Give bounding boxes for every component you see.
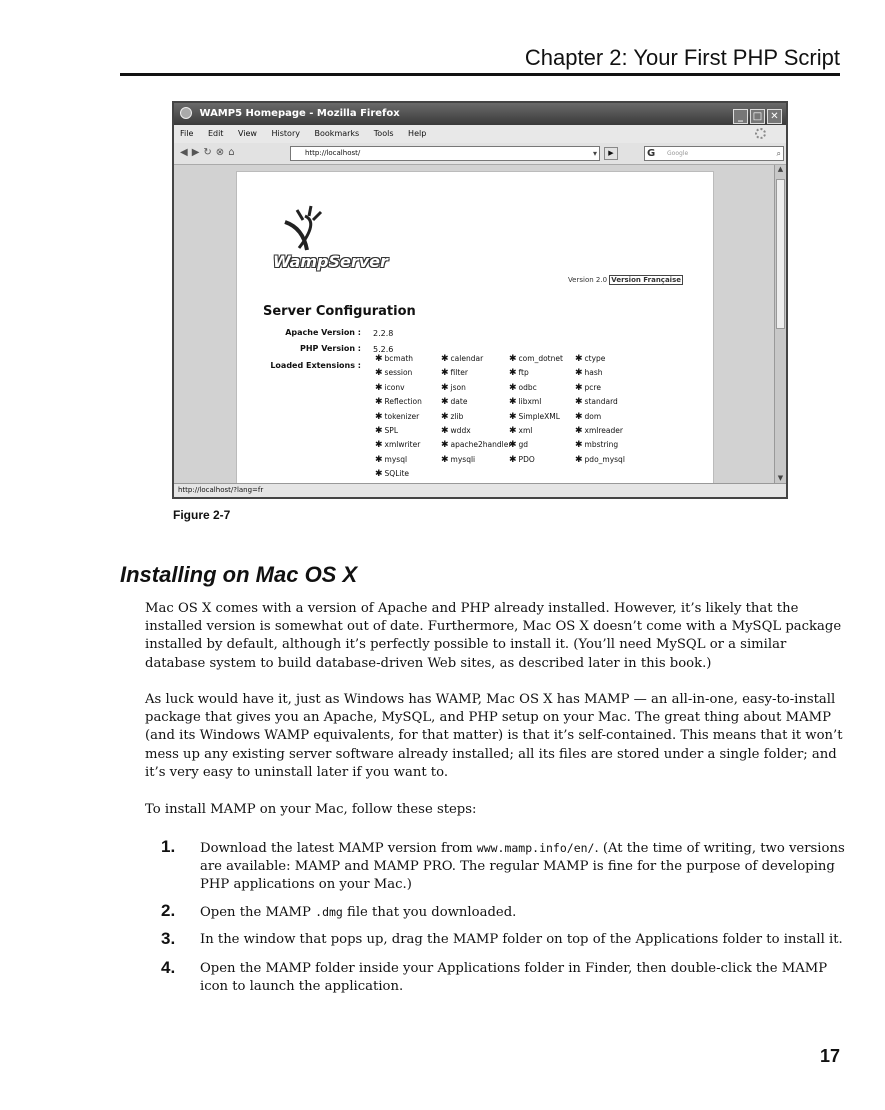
extension-name: ftp: [518, 368, 529, 378]
extension-item: [375, 397, 422, 407]
step-number: 4.: [161, 958, 176, 977]
url-input[interactable]: [290, 146, 600, 161]
extension-icon: ✱: [441, 454, 449, 465]
home-icon[interactable]: ⌂: [228, 147, 239, 158]
extension-item: [575, 368, 603, 378]
extension-icon: ✱: [575, 397, 583, 408]
menu-file[interactable]: File: [180, 129, 194, 138]
extension-icon: ✱: [575, 354, 583, 364]
extension-item: [575, 455, 625, 465]
extension-item: [509, 426, 532, 436]
extension-name: xml: [518, 426, 533, 435]
extension-icon: ✱: [509, 454, 517, 465]
extension-item: [509, 368, 529, 378]
apache-version-label: Apache Version :: [285, 328, 361, 337]
extension-icon: ✱: [575, 454, 583, 465]
menu-tools[interactable]: Tools: [373, 129, 394, 138]
extension-item: [509, 440, 528, 450]
browser-viewport: [174, 165, 774, 485]
extension-item: [375, 440, 420, 450]
scroll-up-icon[interactable]: ▲: [777, 165, 784, 173]
extension-item: [441, 354, 483, 364]
extension-item: [441, 397, 467, 407]
window-title: WAMP5 Homepage - Mozilla Firefox: [199, 108, 400, 119]
step-number: 1.: [161, 837, 176, 856]
extension-icon: ✱: [575, 368, 583, 379]
extension-icon: ✱: [375, 469, 383, 480]
extension-item: [575, 440, 618, 450]
extension-name: libxml: [518, 397, 542, 407]
extension-name: Reflection: [384, 397, 422, 407]
step-text: Open the MAMP .dmg file that you downloaded.: [200, 905, 517, 920]
extension-item: [375, 354, 413, 364]
step-text: In the window that pops up, drag the MAMP folder on top of the Applications folder to install it.: [200, 932, 843, 947]
wamp-homepage: [236, 171, 714, 491]
apache-version-value: 2.2.8: [373, 329, 394, 338]
menu-view[interactable]: View: [237, 129, 257, 138]
paragraph-3: To install MAMP on your Mac, follow these steps:: [145, 802, 477, 817]
extension-name: json: [450, 382, 466, 392]
dropdown-icon[interactable]: ▾: [592, 149, 597, 158]
version-label: Version 2.0: [567, 276, 608, 284]
nav-toolbar: [174, 143, 786, 165]
extension-name: bcmath: [384, 354, 414, 363]
extension-icon: ✱: [509, 426, 517, 436]
extension-name: odbc: [518, 382, 537, 392]
extension-name: pcre: [584, 382, 601, 392]
extension-item: [509, 455, 535, 465]
extension-item: [375, 455, 407, 465]
search-icon[interactable]: ⌕: [776, 149, 781, 158]
extension-item: [441, 440, 511, 450]
menu-edit[interactable]: Edit: [207, 129, 224, 138]
extension-name: hash: [584, 368, 603, 378]
extension-icon: ✱: [575, 411, 583, 422]
extension-name: calendar: [450, 354, 484, 363]
figure-screenshot: [172, 101, 788, 499]
scroll-thumb[interactable]: [776, 179, 785, 329]
dmg-code: .dmg: [315, 905, 343, 919]
extension-item: [441, 455, 475, 465]
extension-name: pdo_mysql: [584, 454, 625, 464]
page-number: 17: [819, 1046, 840, 1066]
extension-name: SQLite: [384, 469, 410, 479]
status-bar: http://localhost/?lang=fr: [174, 483, 786, 497]
extension-name: standard: [584, 397, 618, 407]
extension-icon: ✱: [509, 354, 517, 364]
version-line: [568, 276, 683, 284]
wampserver-logo-text: WampServer: [273, 252, 388, 271]
extension-name: xmlreader: [584, 426, 623, 435]
scroll-down-icon[interactable]: ▼: [777, 474, 784, 482]
extension-item: [375, 368, 412, 378]
extension-item: [375, 412, 419, 422]
extension-icon: ✱: [375, 354, 383, 364]
extension-name: zlib: [450, 411, 464, 421]
server-config-title: Server Configuration: [263, 304, 416, 319]
extension-icon: ✱: [441, 426, 449, 436]
menu-bookmarks[interactable]: Bookmarks: [314, 129, 360, 138]
extension-name: iconv: [384, 382, 405, 392]
extension-icon: ✱: [441, 440, 449, 451]
extension-item: [509, 412, 560, 422]
extension-icon: ✱: [575, 426, 583, 436]
extension-item: [441, 383, 466, 393]
extension-name: ctype: [584, 354, 606, 363]
extension-icon: ✱: [441, 368, 449, 379]
extension-item: [375, 426, 398, 436]
loaded-extensions-label: Loaded Extensions :: [270, 361, 361, 370]
extension-name: dom: [584, 411, 602, 421]
menu-help[interactable]: Help: [408, 129, 427, 138]
extension-icon: ✱: [509, 368, 517, 379]
extension-icon: ✱: [509, 382, 517, 393]
extension-item: [575, 354, 605, 364]
section-title: Installing on Mac OS X: [120, 562, 358, 587]
go-icon[interactable]: ▶: [604, 147, 618, 160]
search-placeholder: Google: [667, 150, 689, 157]
extension-item: [509, 397, 541, 407]
extension-name: PDO: [518, 454, 535, 464]
url-text: http://localhost/: [305, 149, 361, 157]
step-text: Download the latest MAMP version from www.mamp.info/en/. (At the time of writing, two versions are available: MAMP and MAMP PRO. The regular MAMP is fine for the purpose of developing PHP applications on your Mac.): [200, 841, 845, 893]
extension-name: date: [450, 397, 468, 407]
extension-icon: ✱: [375, 382, 383, 393]
extension-icon: ✱: [441, 411, 449, 422]
php-version-value: 5.2.6: [373, 345, 394, 354]
extension-name: xmlwriter: [384, 440, 421, 450]
gear-icon: [755, 128, 766, 139]
extension-icon: ✱: [375, 397, 383, 408]
extension-icon: ✱: [509, 411, 517, 422]
extension-item: [509, 354, 563, 364]
extension-item: [375, 469, 409, 479]
running-head: Chapter 2: Your First PHP Script: [120, 44, 840, 76]
extension-icon: ✱: [441, 382, 449, 393]
extension-name: SimpleXML: [518, 411, 560, 421]
extension-item: [441, 412, 463, 422]
firefox-icon: [180, 107, 192, 119]
google-icon: G: [647, 148, 656, 159]
extension-name: apache2handler: [450, 440, 512, 450]
paragraph-2: As luck would have it, just as Windows has WAMP, Mac OS X has MAMP — an all-in-one, easy-to-install package that gives you an Apache, MySQL, and PHP setup on your Mac. The great thing about MAMP (and its Windows WAMP equivalents, for that matter) is that it’s self-contained. This means that it won’t mess up any existing server software already installed; all its files are stored under a single folder; and it’s very easy to uninstall later if you want to.: [145, 692, 843, 780]
extension-icon: ✱: [441, 354, 449, 364]
extension-item: [375, 383, 405, 393]
menu-bar: [174, 125, 786, 143]
extension-name: mysql: [384, 454, 408, 464]
extension-name: tokenizer: [384, 411, 420, 421]
reload-icon[interactable]: ↻: [203, 147, 216, 158]
extension-name: session: [384, 368, 413, 378]
step-number: 2.: [161, 901, 176, 920]
minimize-icon[interactable]: _: [733, 109, 748, 124]
mamp-url-link[interactable]: www.mamp.info/en/: [476, 841, 595, 855]
extension-item: [509, 383, 537, 393]
back-icon[interactable]: ◀: [180, 147, 192, 158]
close-icon[interactable]: ✕: [767, 109, 782, 124]
extension-name: mbstring: [584, 440, 619, 450]
extension-icon: ✱: [375, 411, 383, 422]
extension-name: wddx: [450, 426, 471, 435]
extension-icon: ✱: [375, 440, 383, 451]
extension-item: [441, 368, 468, 378]
maximize-icon[interactable]: □: [750, 109, 765, 124]
menu-history[interactable]: History: [271, 129, 300, 138]
wampserver-logo-icon: [277, 202, 337, 252]
window-titlebar: [174, 103, 786, 125]
search-input[interactable]: [644, 146, 784, 161]
paragraph-1: Mac OS X comes with a version of Apache and PHP already installed. However, it’s likely that the installed version is somewhat out of date. Furthermore, Mac OS X doesn’t come with a MySQL package installed by default, although it’s perfectly possible to install it. (You’ll need MySQL or a similar database system to build database-driven Web sites, as described later in this book.): [145, 601, 842, 671]
php-version-label: PHP Version :: [299, 344, 361, 353]
extension-name: mysqli: [450, 454, 476, 464]
extension-icon: ✱: [441, 397, 449, 408]
extension-item: [575, 397, 618, 407]
step-number: 3.: [161, 929, 176, 948]
stop-icon[interactable]: ⊗: [215, 147, 229, 158]
extension-icon: ✱: [375, 426, 383, 436]
extension-item: [575, 383, 601, 393]
extension-icon: ✱: [509, 440, 517, 451]
extension-icon: ✱: [575, 382, 583, 393]
extension-icon: ✱: [509, 397, 517, 408]
extension-name: gd: [518, 440, 529, 450]
extension-item: [441, 426, 471, 436]
extension-name: filter: [450, 368, 468, 378]
extension-name: SPL: [384, 426, 399, 435]
forward-icon[interactable]: ▶: [191, 147, 204, 158]
extension-item: [575, 426, 623, 436]
version-francaise-link[interactable]: Version Française: [611, 276, 681, 284]
vertical-scrollbar[interactable]: [774, 165, 786, 485]
step-text: Open the MAMP folder inside your Applications folder in Finder, then double-click the MAMP icon to launch the application.: [200, 961, 828, 995]
figure-caption: Figure 2-7: [173, 508, 231, 522]
extension-icon: ✱: [375, 454, 383, 465]
extension-item: [575, 412, 601, 422]
extension-name: com_dotnet: [518, 354, 563, 363]
extension-icon: ✱: [375, 368, 383, 379]
extension-icon: ✱: [575, 440, 583, 451]
